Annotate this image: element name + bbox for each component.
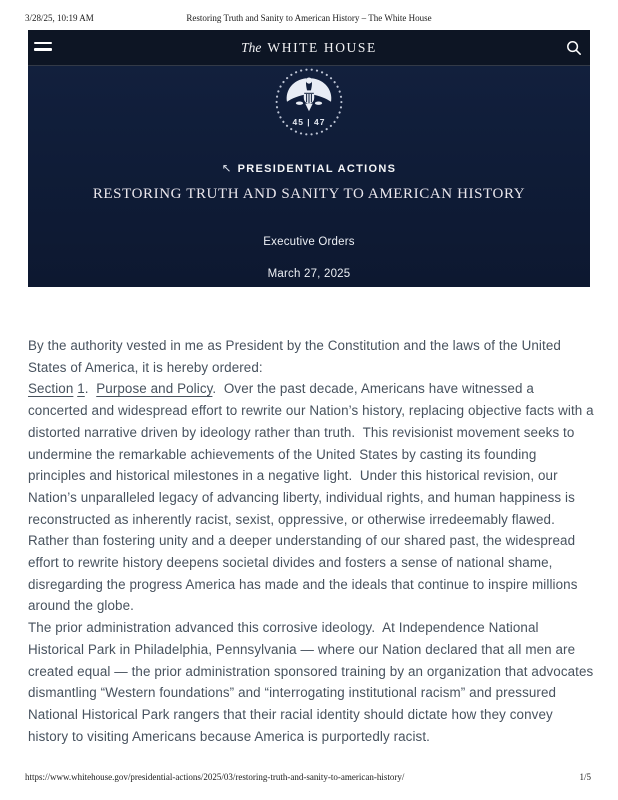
arrow-up-left-icon: ↖ bbox=[221, 161, 233, 175]
eyebrow-label: PRESIDENTIAL ACTIONS bbox=[237, 163, 397, 175]
paragraph-prior-administration: The prior administration advanced this corrosive ideology. At Independence National Historical Park in Philadelphia, Pennsylvania — where our Nation declared that all men are created equal — the prior administration sponsored training by an organization that advocates dismantling “Western foundations” and “interrogating institutional racism” and pressured National Historical Park rangers that their racial identity should dictate how they convey history to visiting Americans because America is purportedly racist. bbox=[28, 620, 598, 744]
print-footer bbox=[0, 772, 618, 784]
article-body bbox=[28, 335, 598, 747]
hero-banner bbox=[28, 30, 590, 287]
print-doc-title: Restoring Truth and Sanity to American History – The White House bbox=[186, 13, 432, 23]
presidential-eagle-seal bbox=[275, 68, 343, 136]
presidential-actions-link[interactable] bbox=[28, 161, 590, 175]
print-source-url: https://www.whitehouse.gov/presidential-actions/2025/03/restoring-truth-and-sanity-to-american-history/ bbox=[25, 772, 405, 782]
white-house-logo[interactable] bbox=[28, 30, 590, 66]
print-datetime: 3/28/25, 10:19 AM bbox=[25, 13, 94, 23]
publish-date: March 27, 2025 bbox=[267, 268, 351, 280]
section-number-term: 1 bbox=[77, 381, 85, 397]
page-title: RESTORING TRUTH AND SANITY TO AMERICAN HISTORY bbox=[92, 186, 526, 202]
logo-white-house: WHITE HOUSE bbox=[267, 40, 377, 55]
paragraph-authority: By the authority vested in me as President by the Constitution and the laws of the United States of America, it is hereby ordered: bbox=[28, 338, 565, 375]
section-1-text: . Over the past decade, Americans have witnessed a concerted and widespread effort to rewrite our Nation’s history, replacing objective facts with a distorted narrative driven by ideology rather than truth. This revisionist movement seeks to undermine the remarkable achievements of the United States by casting its founding principles and historical milestones in a negative light. Under this historical revision, our Nation’s unparalleled legacy of advancing liberty, individual rights, and human happiness is reconstructed as inherently racist, sexist, oppressive, or otherwise irredeemably flawed. Rather than fostering unity and a deeper understanding of our shared past, the widespread effort to rewrite history deepens societal divides and fosters a sense of national shame, disregarding the progress America has made and the ideals that continue to inspire millions around the globe. bbox=[28, 381, 598, 614]
print-page-indicator: 1/5 bbox=[579, 772, 591, 782]
seal-terms-label: 45 | 47 bbox=[292, 117, 326, 127]
logo-the: The bbox=[241, 40, 262, 55]
purpose-policy-term: Purpose and Policy bbox=[96, 381, 213, 397]
top-nav-bar bbox=[28, 30, 590, 66]
category-label: Executive Orders bbox=[263, 236, 355, 248]
search-icon[interactable] bbox=[566, 40, 582, 56]
section-heading-term: Section bbox=[28, 381, 74, 397]
print-header bbox=[0, 13, 618, 25]
paragraph-section-1: Section 1. Purpose and Policy. Over the past decade, Americans have witnessed a concerted and widespread effort to rewrite our Nation’s history, replacing objective facts with a distorted narrative driven by ideology rather than truth. This revisionist movement seeks to undermine the remarkable achievements of the United States by casting its founding principles and historical milestones in a negative light. Under this historical revision, our Nation’s unparalleled legacy of advancing liberty, individual rights, and human happiness is reconstructed as inherently racist, sexist, oppressive, or otherwise irredeemably flawed. Rather than fostering unity and a deeper understanding of our shared past, the widespread effort to rewrite history deepens societal divides and fosters a sense of national shame, disregarding the progress America has made and the ideals that continue to inspire millions around the globe. bbox=[28, 381, 598, 614]
